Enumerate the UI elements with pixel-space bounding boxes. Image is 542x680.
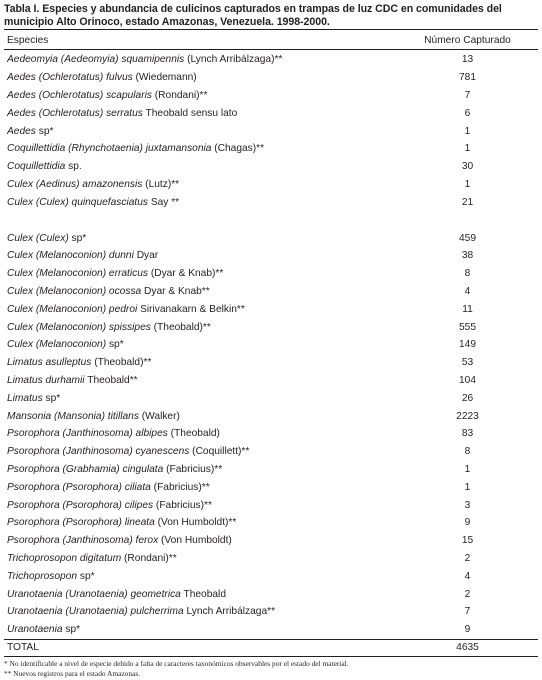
species-cell bbox=[4, 375, 397, 386]
species-name: Culex (Melanoconion) spissipes bbox=[7, 321, 151, 333]
table-row bbox=[4, 176, 538, 194]
table-row bbox=[4, 478, 538, 496]
table-row bbox=[4, 300, 538, 318]
count-cell: 7 bbox=[464, 89, 471, 101]
species-authority: Say ** bbox=[148, 196, 180, 208]
table-row bbox=[4, 51, 538, 69]
species-name: Culex (Melanoconion) erraticus bbox=[7, 268, 148, 280]
species-name: Culex (Melanoconion) ocossa bbox=[7, 285, 142, 297]
count-cell: 555 bbox=[459, 321, 476, 333]
count-cell: 1 bbox=[464, 125, 471, 137]
species-cell bbox=[4, 589, 397, 600]
count-cell: 149 bbox=[459, 339, 476, 351]
count-cell: 53 bbox=[461, 357, 474, 369]
species-name: Psorophora (Psorophora) lineata bbox=[7, 517, 155, 529]
count-cell: 2223 bbox=[456, 410, 479, 422]
species-cell bbox=[4, 72, 397, 83]
table-row bbox=[4, 140, 538, 158]
species-authority: Sirivanakarn & Belkin** bbox=[137, 303, 245, 315]
species-cell bbox=[4, 482, 397, 493]
count-cell: 9 bbox=[464, 517, 471, 529]
species-name: Culex (Melanoconion) pedroi bbox=[7, 303, 138, 315]
count-cell: 2 bbox=[464, 588, 471, 600]
total-row bbox=[4, 640, 538, 656]
total-value: 4635 bbox=[456, 642, 479, 653]
table-row bbox=[4, 514, 538, 532]
species-authority: sp* bbox=[106, 339, 124, 351]
footnote-1: * No identificable a nivel de especie debido a falta de caracteres taxonómicos observables por el estado del material. bbox=[4, 658, 349, 668]
species-authority: (Rondani)** bbox=[151, 89, 208, 101]
species-authority: (Rondani)** bbox=[121, 552, 177, 564]
species-authority: (Coquillett)** bbox=[189, 446, 250, 458]
count-cell: 4 bbox=[464, 285, 471, 297]
count-cell: 1 bbox=[464, 463, 471, 475]
species-name: Trichoprosopon digitatum bbox=[7, 552, 122, 564]
table-container bbox=[4, 0, 538, 679]
footnote-2: ** Nuevos registros para el estado Amazonas. bbox=[4, 668, 141, 678]
species-name: Culex (Culex) bbox=[7, 232, 69, 244]
species-authority: sp* bbox=[77, 570, 95, 582]
species-cell bbox=[4, 428, 397, 439]
count-cell: 8 bbox=[464, 446, 471, 458]
species-cell bbox=[4, 517, 397, 528]
footnotes bbox=[4, 659, 538, 679]
species-authority: (Dyar & Knab)** bbox=[148, 268, 224, 280]
species-authority: (Lynch Arribálzaga)** bbox=[184, 54, 283, 66]
count-cell: 1 bbox=[464, 143, 471, 155]
table-row bbox=[4, 585, 538, 603]
species-cell bbox=[4, 322, 397, 333]
species-authority: Dyar & Knab** bbox=[141, 285, 210, 297]
caption-line-1: Tabla I. Especies y abundancia de culicinos capturados en trampas de luz CDC en comunidades del bbox=[4, 3, 502, 15]
header-rule bbox=[4, 49, 538, 50]
species-name: Mansonia (Mansonia) titillans bbox=[7, 410, 139, 422]
table-row bbox=[4, 407, 538, 425]
species-name: Uranotaenia (Uranotaenia) pulcherrima bbox=[7, 606, 184, 618]
count-cell: 13 bbox=[461, 54, 474, 66]
species-cell bbox=[4, 535, 397, 546]
header-species: Especies bbox=[7, 34, 49, 46]
count-cell: 30 bbox=[461, 161, 474, 173]
species-cell bbox=[4, 90, 397, 101]
species-cell bbox=[4, 553, 397, 564]
species-authority: (Theobald) bbox=[167, 428, 220, 440]
species-authority: Lynch Arribálzaga** bbox=[183, 606, 276, 618]
count-cell: 26 bbox=[461, 392, 474, 404]
count-cell: 2 bbox=[464, 552, 471, 564]
species-cell bbox=[4, 411, 397, 422]
species-name: Psorophora (Janthinosoma) albipes bbox=[7, 428, 168, 440]
count-cell: 9 bbox=[464, 624, 471, 636]
species-name: Aedes bbox=[7, 125, 36, 137]
species-name: Uranotaenia bbox=[7, 624, 63, 636]
species-name: Limatus durhamii bbox=[7, 374, 85, 386]
table-row bbox=[4, 603, 538, 621]
species-authority: (Von Humboldt) bbox=[158, 535, 232, 547]
caption-line-2: municipio Alto Orinoco, estado Amazonas, Venezuela. 1998-2000. bbox=[4, 16, 330, 28]
species-name: Limatus bbox=[7, 392, 43, 404]
table-row bbox=[4, 87, 538, 105]
table-row bbox=[4, 443, 538, 461]
table-row bbox=[4, 372, 538, 390]
species-name: Aedes (Ochlerotatus) serratus bbox=[7, 107, 143, 119]
species-authority: Theobald bbox=[180, 588, 226, 600]
count-cell: 38 bbox=[461, 250, 474, 262]
species-authority: (Lutz)** bbox=[142, 178, 180, 190]
top-rule bbox=[4, 29, 538, 30]
total-label: TOTAL bbox=[7, 642, 39, 653]
species-name: Aedeomyia (Aedeomyia) squamipennis bbox=[7, 54, 185, 66]
species-name: Aedes (Ochlerotatus) scapularis bbox=[7, 89, 152, 101]
species-authority: (Fabricius)** bbox=[150, 481, 210, 493]
species-authority: sp* bbox=[42, 392, 61, 404]
count-cell: 8 bbox=[464, 268, 471, 280]
bottom-rule bbox=[4, 656, 538, 657]
species-cell bbox=[4, 250, 397, 261]
species-name: Psorophora (Psorophora) cilipes bbox=[7, 499, 154, 511]
species-cell bbox=[4, 357, 397, 368]
table-row bbox=[4, 229, 538, 247]
count-cell: 21 bbox=[461, 196, 474, 208]
species-name: Trichoprosopon bbox=[7, 570, 78, 582]
species-authority: (Fabricius)** bbox=[163, 463, 223, 475]
species-name: Psorophora (Psorophora) ciliata bbox=[7, 481, 151, 493]
species-authority: (Theobald)** bbox=[150, 321, 211, 333]
species-cell bbox=[4, 54, 397, 65]
species-name: Culex (Melanoconion) dunni bbox=[7, 250, 134, 262]
table-row bbox=[4, 69, 538, 87]
species-name: Psorophora (Janthinosoma) cyanescens bbox=[7, 446, 190, 458]
count-cell: 1 bbox=[464, 178, 471, 190]
species-authority: Dyar bbox=[133, 250, 159, 262]
species-name: Psorophora (Janthinosoma) ferox bbox=[7, 535, 159, 547]
table-row bbox=[4, 283, 538, 301]
species-name: Aedes (Ochlerotatus) fulvus bbox=[7, 72, 133, 84]
table-row bbox=[4, 122, 538, 140]
table-row bbox=[4, 425, 538, 443]
table-row bbox=[4, 389, 538, 407]
species-cell bbox=[4, 339, 397, 350]
species-authority: (Von Humboldt)** bbox=[154, 517, 237, 529]
table-row bbox=[4, 193, 538, 211]
table-row bbox=[4, 104, 538, 122]
species-cell bbox=[4, 393, 397, 404]
species-cell bbox=[4, 624, 397, 635]
species-cell bbox=[4, 268, 397, 279]
species-cell bbox=[4, 197, 397, 208]
table-row bbox=[4, 550, 538, 568]
count-cell: 3 bbox=[464, 499, 471, 511]
table-row bbox=[4, 265, 538, 283]
species-authority: (Wiedemann) bbox=[132, 72, 197, 84]
table-row bbox=[4, 621, 538, 639]
count-cell: 4 bbox=[464, 570, 471, 582]
species-authority: Theobald** bbox=[84, 374, 138, 386]
species-authority: sp* bbox=[68, 232, 87, 244]
species-cell bbox=[4, 179, 397, 190]
table-row bbox=[4, 461, 538, 479]
count-cell: 459 bbox=[459, 232, 476, 244]
species-name: Coquillettidia bbox=[7, 161, 66, 173]
species-cell bbox=[4, 446, 397, 457]
species-name: Culex (Melanoconion) bbox=[7, 339, 107, 351]
species-cell bbox=[4, 304, 397, 315]
count-cell: 83 bbox=[461, 428, 474, 440]
count-cell: 104 bbox=[459, 374, 476, 386]
count-cell: 781 bbox=[459, 72, 476, 84]
count-cell: 6 bbox=[464, 107, 471, 119]
species-authority: sp. bbox=[65, 161, 82, 173]
table-row bbox=[4, 532, 538, 550]
species-authority: (Fabricius)** bbox=[153, 499, 212, 511]
species-cell bbox=[4, 126, 397, 137]
species-cell bbox=[4, 500, 397, 511]
count-cell: 15 bbox=[461, 535, 474, 547]
species-name: Uranotaenia (Uranotaenia) geometrica bbox=[7, 588, 181, 600]
table-row bbox=[4, 318, 538, 336]
table-header bbox=[4, 31, 538, 49]
table-row bbox=[4, 496, 538, 514]
count-cell: 11 bbox=[462, 303, 473, 315]
species-authority: Theobald sensu lato bbox=[142, 107, 238, 119]
species-name: Limatus asulleptus bbox=[7, 357, 92, 369]
species-name: Culex (Aedinus) amazonensis bbox=[7, 178, 143, 190]
species-cell bbox=[4, 108, 397, 119]
species-cell bbox=[4, 606, 397, 617]
species-name: Psorophora (Grabhamia) cingulata bbox=[7, 463, 164, 475]
table-row bbox=[4, 567, 538, 585]
species-authority: (Theobald)** bbox=[91, 357, 152, 369]
species-cell bbox=[4, 161, 397, 172]
table-body bbox=[4, 51, 538, 639]
species-cell bbox=[4, 464, 397, 475]
species-name: Culex (Culex) quinquefasciatus bbox=[7, 196, 148, 208]
species-cell bbox=[4, 233, 397, 244]
table-caption bbox=[4, 3, 538, 29]
species-cell bbox=[4, 143, 397, 154]
species-cell bbox=[4, 571, 397, 582]
table-row bbox=[4, 158, 538, 176]
species-cell bbox=[4, 286, 397, 297]
species-authority: sp* bbox=[62, 624, 81, 636]
species-authority: sp* bbox=[35, 125, 54, 137]
table-row bbox=[4, 336, 538, 354]
count-cell: 7 bbox=[464, 606, 471, 618]
header-count: Número Capturado bbox=[424, 34, 511, 46]
species-name: Coquillettidia (Rhynchotaenia) juxtamansonia bbox=[7, 143, 212, 155]
table-row bbox=[4, 354, 538, 372]
species-authority: (Walker) bbox=[138, 410, 180, 422]
count-cell: 1 bbox=[464, 481, 471, 493]
table-row bbox=[4, 247, 538, 265]
species-authority: (Chagas)** bbox=[211, 143, 265, 155]
